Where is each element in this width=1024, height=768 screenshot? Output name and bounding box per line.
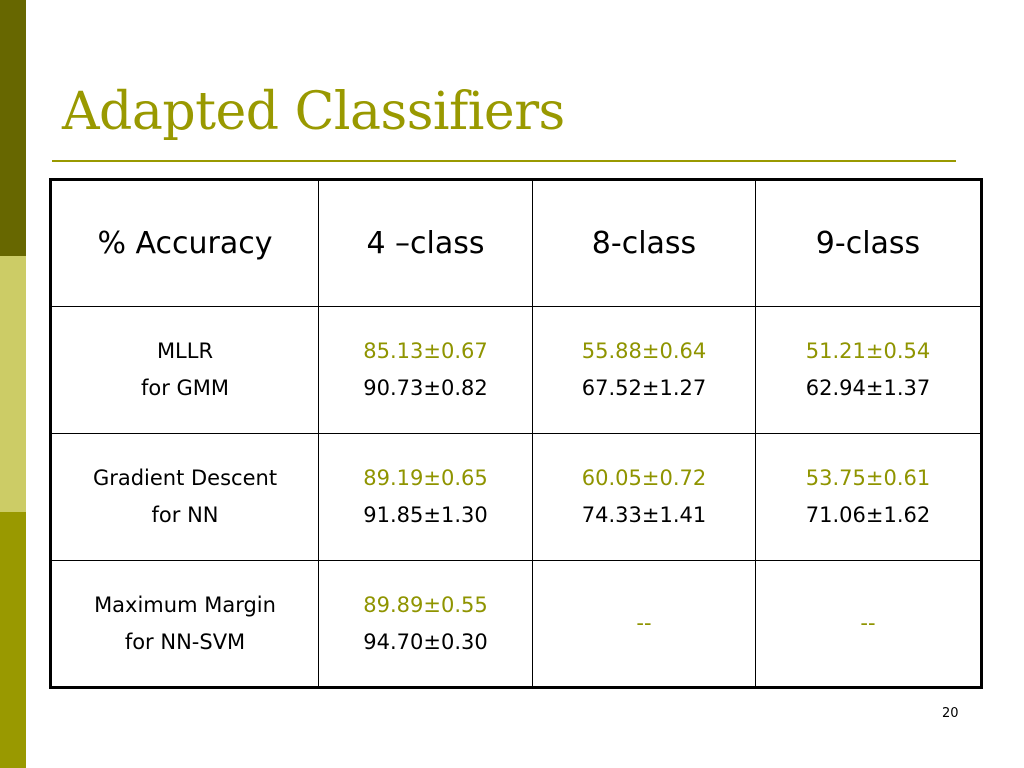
- sidebar-band-bottom: [0, 512, 26, 768]
- adapted-value: 60.05±0.72: [581, 466, 707, 490]
- sidebar-band-top: [0, 0, 26, 256]
- row-label-line: for GMM: [140, 376, 230, 400]
- baseline-value: 71.06±1.62: [805, 503, 931, 527]
- adapted-value: 53.75±0.61: [805, 466, 931, 490]
- baseline-value: 62.94±1.37: [805, 376, 931, 400]
- baseline-value: 74.33±1.41: [581, 503, 707, 527]
- title-divider: [52, 160, 956, 162]
- page-number: 20: [942, 706, 959, 721]
- row-label-gradient-descent: [51, 434, 319, 561]
- table-cell: [319, 434, 533, 561]
- baseline-value: 91.85±1.30: [363, 503, 488, 527]
- table-row: [51, 561, 982, 688]
- table-cell: [756, 434, 982, 561]
- header-accuracy: % Accuracy: [51, 180, 319, 307]
- header-4-class: 4 –class: [319, 180, 533, 307]
- table-cell: [533, 307, 756, 434]
- baseline-value: 67.52±1.27: [581, 376, 707, 400]
- row-label-line: Gradient Descent: [92, 466, 278, 490]
- accuracy-table: [49, 178, 983, 689]
- row-label-line: Maximum Margin: [94, 592, 276, 617]
- table-row: [51, 434, 982, 561]
- table-cell: [756, 307, 982, 434]
- empty-value: --: [860, 611, 876, 635]
- row-label-line: for NN-SVM: [124, 629, 246, 654]
- header-9-class: 9-class: [756, 180, 982, 307]
- table-cell: [319, 561, 533, 688]
- row-label-line: MLLR: [156, 339, 214, 363]
- table-cell: [756, 561, 982, 688]
- baseline-value: 90.73±0.82: [363, 376, 488, 400]
- adapted-value: 89.19±0.65: [363, 466, 488, 490]
- table-cell: [319, 307, 533, 434]
- adapted-value: 89.89±0.55: [363, 592, 488, 617]
- baseline-value: 94.70±0.30: [363, 629, 488, 654]
- adapted-value: 55.88±0.64: [581, 339, 707, 363]
- table-header-row: [51, 180, 982, 307]
- table-cell: [533, 561, 756, 688]
- sidebar-band-middle: [0, 256, 26, 512]
- adapted-value: 51.21±0.54: [805, 339, 931, 363]
- table-cell: [533, 434, 756, 561]
- row-label-mllr: [51, 307, 319, 434]
- table-row: [51, 307, 982, 434]
- header-8-class: 8-class: [533, 180, 756, 307]
- empty-value: --: [636, 611, 652, 635]
- row-label-maximum-margin: [51, 561, 319, 688]
- slide-title: Adapted Classifiers: [62, 82, 565, 142]
- row-label-line: for NN: [151, 503, 219, 527]
- adapted-value: 85.13±0.67: [363, 339, 488, 363]
